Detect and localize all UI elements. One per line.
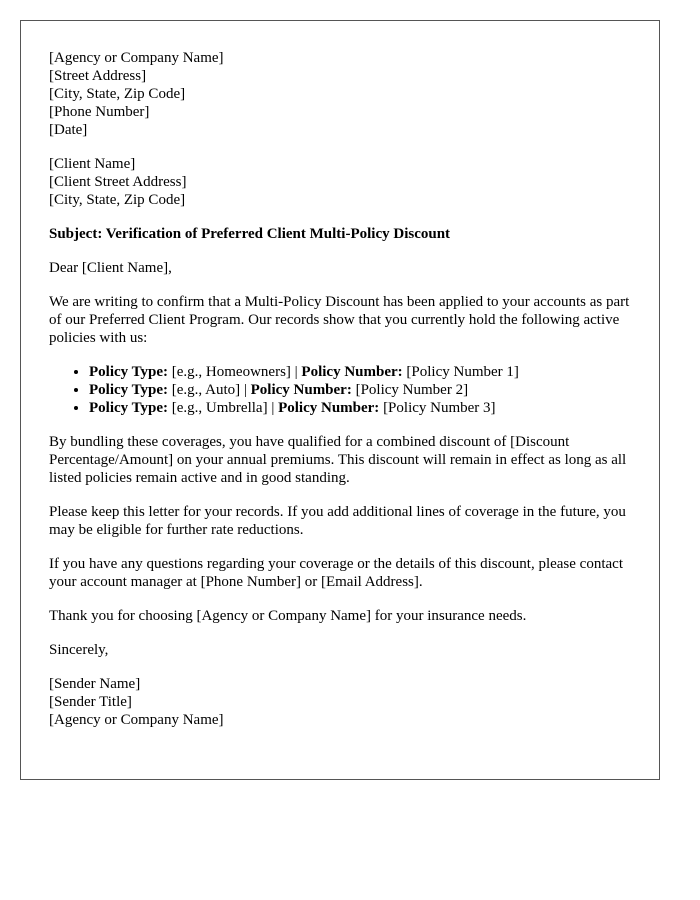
policy-number-value: [Policy Number 1]	[402, 364, 519, 380]
policy-number-label: Policy Number:	[250, 382, 352, 398]
sender-agency: [Agency or Company Name]	[49, 50, 224, 66]
intro-paragraph: We are writing to confirm that a Multi-Policy Discount has been applied to your accounts as part of our Preferred Client Program. Our records show that you currently hold the following active policies with us:	[49, 294, 630, 346]
policy-list	[49, 363, 631, 417]
signature-agency: [Agency or Company Name]	[49, 712, 224, 728]
closing: Sincerely,	[49, 642, 109, 658]
sender-phone: [Phone Number]	[49, 104, 150, 120]
policy-item	[89, 399, 631, 417]
recipient-name: [Client Name]	[49, 156, 136, 172]
sender-address-block	[49, 49, 631, 139]
policy-number-value: [Policy Number 2]	[351, 382, 469, 398]
discount-paragraph: By bundling these coverages, you have qualified for a combined discount of [Discount Percentage/Amount] on your annual premiums. This discount will remain in effect as long as all listed policies remain active and in good standing.	[49, 434, 627, 486]
recipient-city-state-zip: [City, State, Zip Code]	[49, 192, 186, 208]
recipient-address-block	[49, 155, 631, 209]
salutation: Dear [Client Name],	[49, 260, 172, 276]
records-paragraph: Please keep this letter for your records. If you add additional lines of coverage in the future, you may be eligible for further rate reductions.	[49, 504, 626, 538]
policy-item	[89, 363, 631, 381]
sender-city-state-zip: [City, State, Zip Code]	[49, 86, 186, 102]
policy-type-label: Policy Type:	[89, 382, 169, 398]
policy-type-value: [e.g., Homeowners] |	[168, 364, 302, 380]
policy-number-label: Policy Number:	[301, 364, 403, 380]
subject-line: Subject: Verification of Preferred Client Multi-Policy Discount	[49, 226, 451, 242]
policy-type-value: [e.g., Auto] |	[168, 382, 251, 398]
policy-number-value: [Policy Number 3]	[379, 400, 496, 416]
policy-type-label: Policy Type:	[89, 400, 169, 416]
signature-block	[49, 675, 631, 729]
thank-you-paragraph: Thank you for choosing [Agency or Company Name] for your insurance needs.	[49, 608, 527, 624]
sender-street: [Street Address]	[49, 68, 147, 84]
letter-date: [Date]	[49, 122, 88, 138]
recipient-street: [Client Street Address]	[49, 174, 187, 190]
policy-number-label: Policy Number:	[278, 400, 380, 416]
contact-paragraph: If you have any questions regarding your coverage or the details of this discount, please contact your account manager at [Phone Number] or [Email Address].	[49, 556, 623, 590]
policy-item	[89, 381, 631, 399]
policy-type-label: Policy Type:	[89, 364, 169, 380]
sender-title: [Sender Title]	[49, 694, 132, 710]
policy-type-value: [e.g., Umbrella] |	[168, 400, 279, 416]
letter-page	[20, 20, 660, 780]
sender-name: [Sender Name]	[49, 676, 141, 692]
